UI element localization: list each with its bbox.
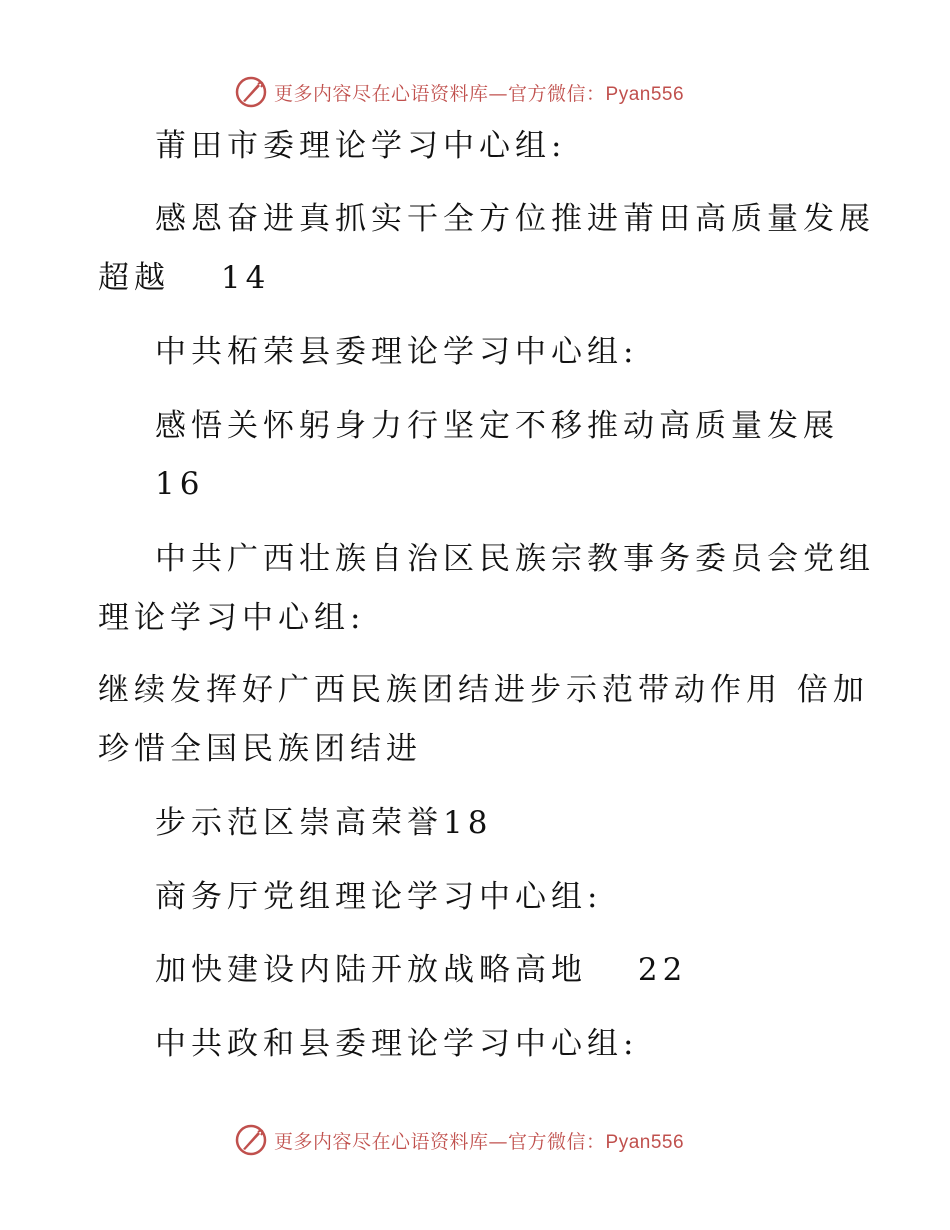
text-line: 感恩奋进真抓实干全方位推进莆田高质量发展 [155,201,875,237]
footer-watermark [234,1120,684,1160]
text-line: 中共柘荣县委理论学习中心组: [155,334,639,370]
text-line: 步示范区崇高荣誉18 [155,805,493,841]
text-line: 感悟关怀躬身力行坚定不移推动高质量发展 [155,408,839,444]
text-line: 珍惜全国民族团结进 [98,731,422,767]
quill-logo-icon [234,75,268,109]
header-watermark [234,72,684,112]
banner-wechat-id: Pyan556 [605,83,685,105]
text-line: 中共广西壮族自治区民族宗教事务委员会党组 [155,541,875,577]
quill-logo-icon [234,1123,268,1157]
text-line: 商务厅党组理论学习中心组: [155,879,603,915]
text-line: 莆田市委理论学习中心组: [155,128,567,164]
banner-text: 更多内容尽在心语资料库—官方微信： [274,1130,606,1153]
text-line: 继续发挥好广西民族团结进步示范带动作用 倍加 [98,672,869,708]
text-line: 16 [155,466,205,502]
banner-text: 更多内容尽在心语资料库—官方微信： [274,82,606,105]
text-line: 超越 14 [98,260,271,296]
banner-wechat-id: Pyan556 [605,1131,685,1153]
text-line: 中共政和县委理论学习中心组: [155,1026,639,1062]
text-line: 加快建设内陆开放战略高地 22 [155,952,688,988]
text-line: 理论学习中心组: [98,600,366,636]
